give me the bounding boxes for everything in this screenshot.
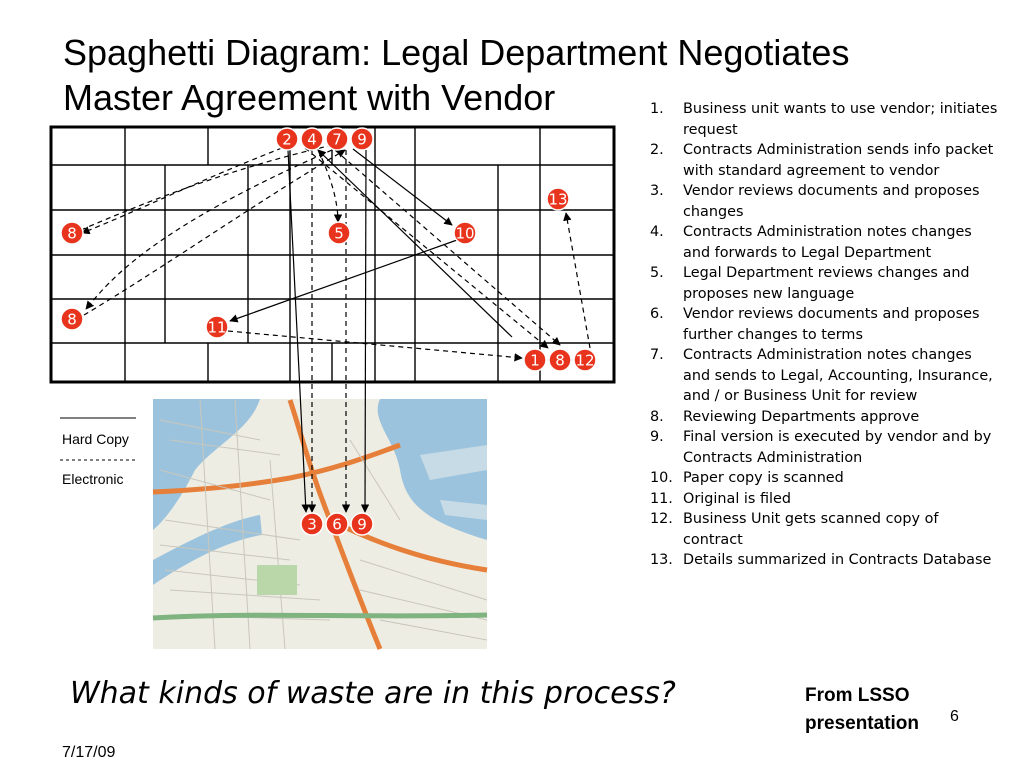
process-step (650, 263, 1000, 304)
marker-label: 8 (555, 351, 565, 370)
step-text: Legal Department reviews changes and proposes new language (683, 265, 970, 302)
marker-label: 9 (357, 515, 367, 534)
process-steps-list (650, 99, 1000, 571)
marker-label: 4 (307, 130, 317, 149)
step-text: Business Unit gets scanned copy of contract (683, 511, 939, 548)
marker-left-upper (61, 222, 83, 244)
marker-bottom-cluster (524, 349, 596, 371)
process-step (650, 407, 1000, 428)
marker-vendor-cluster (301, 513, 373, 535)
marker-top-cluster (276, 128, 373, 150)
marker-label: 9 (357, 130, 367, 149)
process-step (650, 550, 1000, 571)
marker-label: 5 (334, 224, 344, 243)
step-text: Final version is executed by vendor and by Contracts Administration (683, 429, 992, 466)
marker-label: 13 (548, 190, 568, 209)
process-step (650, 99, 1000, 140)
source-line-1: From LSSO (805, 685, 910, 706)
map-greenway (153, 615, 487, 618)
source-credit (805, 682, 919, 738)
source-line-2: presentation (805, 713, 920, 734)
title-line-1: Spaghetti Diagram: Legal Department Negotiates (63, 32, 850, 73)
step-text: Contracts Administration notes changes and forwards to Legal Department (683, 224, 972, 261)
map-park (257, 565, 297, 595)
step-number: 12. (650, 511, 673, 527)
electronic-flow (335, 150, 560, 345)
step-text: Business unit wants to use vendor; initiates request (683, 101, 998, 138)
electronic-flow (82, 148, 282, 233)
hard-copy-flow (230, 240, 457, 321)
step-text: Contracts Administration sends info packet with standard agreement to vendor (683, 142, 994, 179)
step-number: 11. (650, 490, 673, 507)
marker-label: 12 (575, 351, 595, 370)
step-text: Contracts Administration notes changes and sends to Legal, Accounting, Insurance, and / or Business Unit for review (683, 347, 993, 404)
page-number: 6 (950, 708, 959, 725)
floor-plan (51, 127, 614, 382)
step-number: 4. (650, 224, 664, 240)
step-number: 7. (650, 347, 664, 363)
electronic-flow (84, 150, 345, 315)
process-step (650, 468, 1000, 489)
step-number: 5. (650, 265, 664, 281)
marker-label: 1 (530, 351, 540, 370)
floor-plan-walls (51, 127, 614, 382)
marker-scan (454, 222, 476, 244)
step-text: Original is filed (683, 490, 792, 507)
marker-label: 8 (67, 310, 77, 329)
step-number: 9. (650, 429, 664, 445)
title-line-2: Master Agreement with Vendor (63, 77, 556, 118)
step-text: Reviewing Departments approve (683, 408, 920, 425)
electronic-flow (566, 213, 590, 348)
step-number: 1. (650, 101, 664, 117)
marker-label: 11 (207, 318, 227, 337)
marker-legal (328, 222, 350, 244)
step-number: 3. (650, 183, 664, 199)
step-text: Vendor reviews documents and proposes further changes to terms (683, 306, 980, 343)
step-number: 13. (650, 552, 673, 568)
process-step (650, 427, 1000, 468)
step-text: Details summarized in Contracts Database (683, 552, 992, 568)
hard-copy-flow (353, 149, 452, 225)
marker-label: 3 (307, 515, 317, 534)
marker-label: 10 (455, 224, 475, 243)
marker-left-lower (61, 308, 83, 330)
marker-label: 2 (282, 130, 292, 149)
legend-hard-copy-label: Hard Copy (62, 431, 129, 447)
process-step (650, 489, 1000, 510)
step-number: 6. (650, 306, 664, 322)
legend-electronic-label: Electronic (62, 471, 124, 487)
marker-file (206, 316, 228, 338)
process-step (650, 304, 1000, 345)
step-number: 8. (650, 408, 664, 425)
electronic-flow (305, 148, 548, 348)
marker-label: 8 (67, 224, 77, 243)
marker-label: 6 (332, 515, 342, 534)
marker-label: 7 (332, 130, 342, 149)
step-number: 2. (650, 142, 664, 158)
process-step (650, 140, 1000, 181)
marker-database (547, 188, 569, 210)
process-step (650, 181, 1000, 222)
step-number: 10. (650, 470, 673, 486)
process-step (650, 509, 1000, 550)
discussion-question: What kinds of waste are in this process? (70, 676, 676, 711)
slide-date: 7/17/09 (62, 744, 116, 761)
step-text: Paper copy is scanned (683, 470, 844, 486)
process-step (650, 222, 1000, 263)
process-step (650, 345, 1000, 407)
step-text: Vendor reviews documents and proposes changes (683, 183, 980, 220)
